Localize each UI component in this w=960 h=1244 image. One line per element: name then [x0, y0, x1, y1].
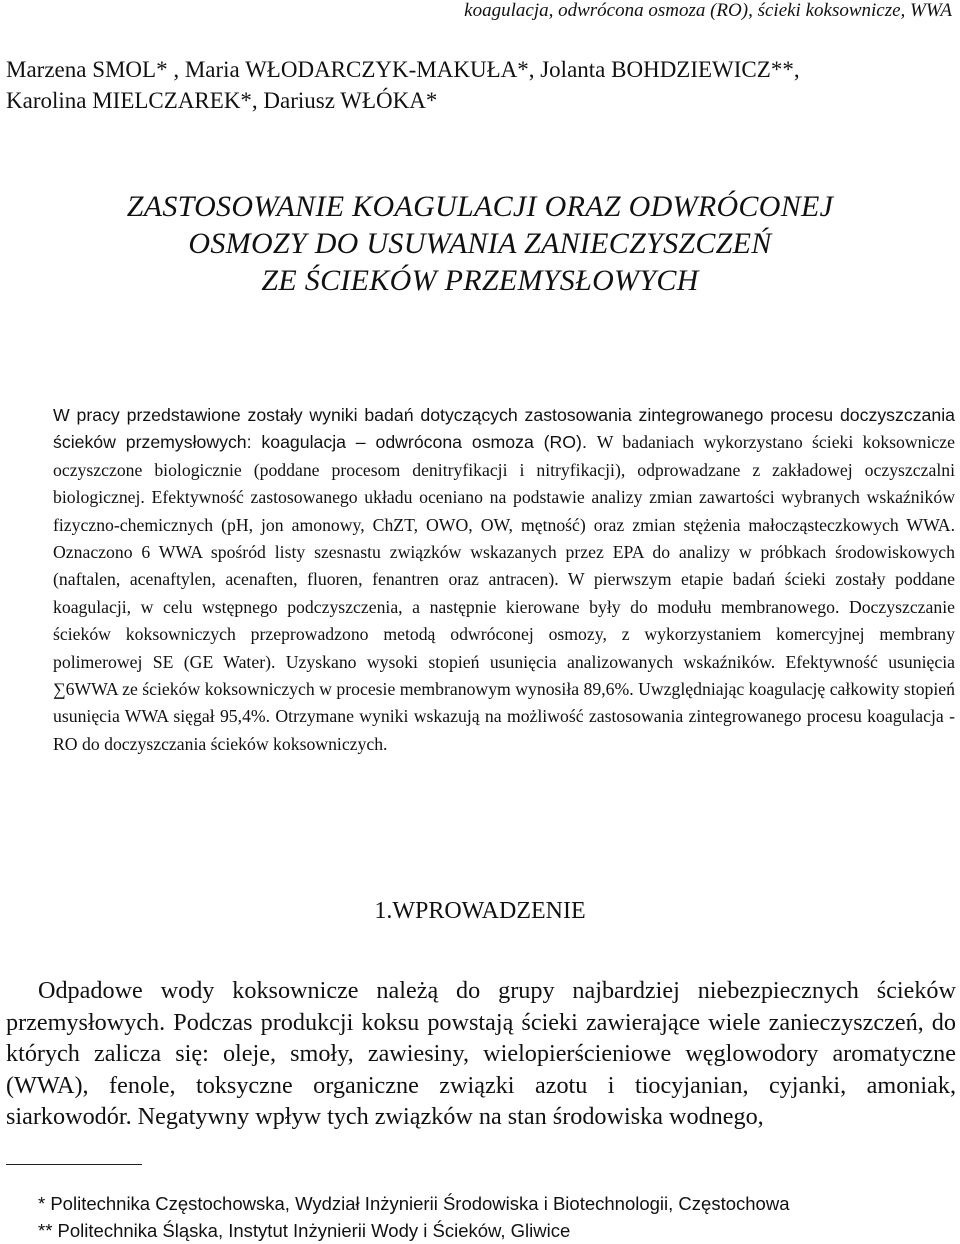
- footnotes: [38, 1190, 938, 1244]
- footnote-2: ** Politechnika Śląska, Instytut Inżynierii Wody i Ścieków, Gliwice: [38, 1220, 571, 1241]
- abstract: [53, 402, 955, 758]
- authors: [6, 54, 946, 116]
- intro-paragraph: Odpadowe wody koksownicze należą do grupy najbardziej niebezpiecznych ścieków przemysłowych. Podczas produkcji koksu powstają ścieki zawierające wiele zanieczyszczeń, do których zalicza się: oleje, smoły, zawiesiny, wielopierścieniowe węglowodory aromatyczne (WWA), fenole, toksyczne organiczne związki azotu i tiocyjanian, cyjanki, amoniak, siarkowodór. Negatywny wpływ tych związków na stan środowiska wodnego,: [6, 977, 956, 1130]
- authors-line-2: Karolina MIELCZAREK*, Dariusz WŁÓKA*: [6, 88, 438, 113]
- section-heading: 1.WPROWADZENIE: [374, 898, 586, 924]
- keywords: koagulacja, odwrócona osmoza (RO), ścieki koksownicze, WWA: [464, 0, 952, 21]
- title-line-2: OSMOZY DO USUWANIA ZANIECZYSZCZEŃ: [188, 227, 772, 260]
- authors-line-1: Marzena SMOL* , Maria WŁODARCZYK-MAKUŁA*, Jolanta BOHDZIEWICZ**,: [6, 57, 800, 82]
- footnote-divider: [6, 1164, 142, 1165]
- footnote-1: * Politechnika Częstochowska, Wydział Inżynierii Środowiska i Biotechnologii, Częstochowa: [38, 1193, 790, 1214]
- title-line-3: ZE ŚCIEKÓW PRZEMYSŁOWYCH: [261, 264, 699, 297]
- abstract-lead: W pracy przedstawione zostały wyniki badań dotyczących zastosowania zintegrowanego procesu doczyszczania ścieków przemysłowych: koagulacja – odwrócona osmoza (RO).: [53, 405, 955, 453]
- abstract-body: W badaniach wykorzystano ścieki koksownicze oczyszczone biologicznie (poddane procesom denitryfikacji i nitryfikacji), odprowadzane z zakładowej oczyszczalni biologicznej. Efektywność zastosowanego układu oceniano na podstawie analizy zmian zawartości wybranych wskaźników fizyczno-chemicznych (pH, jon amonowy, ChZT, OWO, OW, mętność) oraz zmian stężenia małocząsteczkowych WWA. Oznaczono 6 WWA spośród listy szesnastu związków wskazanych przez EPA do analizy w próbkach środowiskowych (naftalen, acenaftylen, acenaften, fluoren, fenantren oraz antracen). W pierwszym etapie badań ścieki zostały poddane koagulacji, w celu wstępnego podczyszczenia, a następnie kierowane były do modułu membranowego. Doczyszczanie ścieków koksowniczych przeprowadzono metodą odwróconej osmozy, z wykorzystaniem komercyjnej membrany polimerowej SE (GE Water). Uzyskano wysoki stopień usunięcia analizowanych wskaźników. Efektywność usunięcia ∑6WWA ze ścieków koksowniczych w procesie membranowym wynosiła 89,6%. Uwzględniając koagulację całkowity stopień usunięcia WWA sięgał 95,4%. Otrzymane wyniki wskazują na możliwość zastosowania zintegrowanego procesu koagulacja - RO do doczyszczania ścieków koksowniczych.: [53, 432, 955, 754]
- paper-title: [20, 188, 940, 299]
- title-line-1: ZASTOSOWANIE KOAGULACJI ORAZ ODWRÓCONEJ: [126, 190, 834, 223]
